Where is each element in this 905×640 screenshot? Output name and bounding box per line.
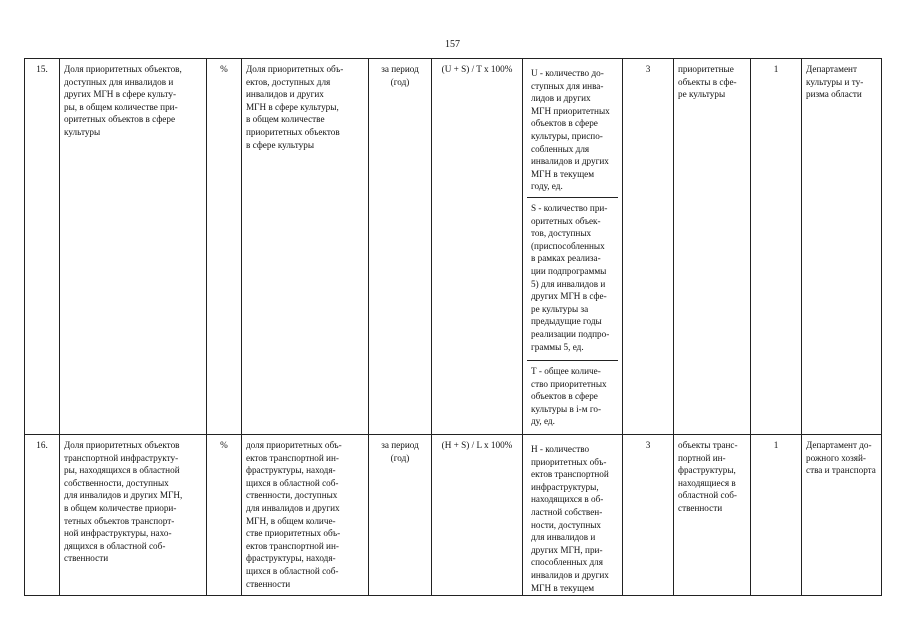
object-cell: объекты транс- портной ин- фраструктуры, находящиеся в областной соб- ственности — [674, 434, 751, 595]
frequency-cell: 1 — [751, 59, 802, 435]
object-cell: приоритетные объекты в сфе- ре культуры — [674, 59, 751, 435]
indicators-table — [24, 58, 882, 596]
row-number: 16. — [25, 434, 60, 595]
unit-cell: % — [207, 59, 242, 435]
responsible-cell: Департамент до- рожного хозяй- ства и транспорта — [802, 434, 882, 595]
variable-description: U - количество до- ступных для инва- лидов и других МГН приоритетных объектов в сфере культуры, приспо- собленных для инвалидов и других МГН в текущем году, ед. — [531, 68, 610, 192]
period-cell: за период (год) — [369, 59, 432, 435]
row-number: 15. — [25, 59, 60, 435]
responsible-cell: Департамент культуры и ту- ризма области — [802, 59, 882, 435]
period-cell: за период (год) — [369, 434, 432, 595]
table-row — [25, 59, 882, 435]
indicator-name: Доля приоритетных объектов транспортной инфраструкту- ры, находящихся в областной собственности, доступных для инвалидов и других МГН, в общем количестве приори- тетных объектов транспорт- ной инфраструктуры, нахо- дящихся в областной соб- ственности — [60, 434, 207, 595]
method-cell: 3 — [623, 434, 674, 595]
indicator-definition: Доля приоритетных объ- ектов, доступных для инвалидов и других МГН в сфере культуры, в общем количестве приоритетных объектов в сфере культуры — [242, 59, 369, 435]
variable-description: H - количество приоритетных объ- ектов транспортной инфраструктуры, находящихся в об- ластной собствен- ности, доступных для инвалидов и других МГН, при- способленных для инвалидов и других МГН в текущем — [531, 443, 609, 593]
formula-cell: (U + S) / T x 100% — [432, 59, 523, 435]
unit-cell: % — [207, 434, 242, 595]
frequency-cell: 1 — [751, 434, 802, 595]
variables-cell — [523, 59, 623, 435]
indicator-name: Доля приоритетных объектов, доступных для инвалидов и других МГН в сфере культу- ры, в общем количестве при- оритетных объектов в сфере культуры — [60, 59, 207, 435]
indicator-definition: доля приоритетных объ- ектов транспортной ин- фраструктуры, находя- щихся в областной соб- ственности, доступных для инвалидов и других МГН, в общем количе- стве приоритетных объ- ектов транспортной ин- фраструктуры, находя- щихся в областной соб- ственности — [242, 434, 369, 595]
formula-cell: (H + S) / L x 100% — [432, 434, 523, 595]
table-row — [25, 434, 882, 595]
variables-cell — [523, 434, 623, 595]
method-cell: 3 — [623, 59, 674, 435]
variable-description: Т - общее количе- ство приоритетных объектов в сфере культуры в i-м го- ду, ед. — [527, 360, 618, 432]
page-number: 157 — [445, 39, 460, 50]
variable-description: S - количество при- оритетных объек- тов, доступных (приспособленных в рамках реализа- ции подпрограммы 5) для инвалидов и других МГН в сфе- ре культуры за предыдущие годы реализации подпро- граммы 5, ед. — [527, 197, 618, 360]
